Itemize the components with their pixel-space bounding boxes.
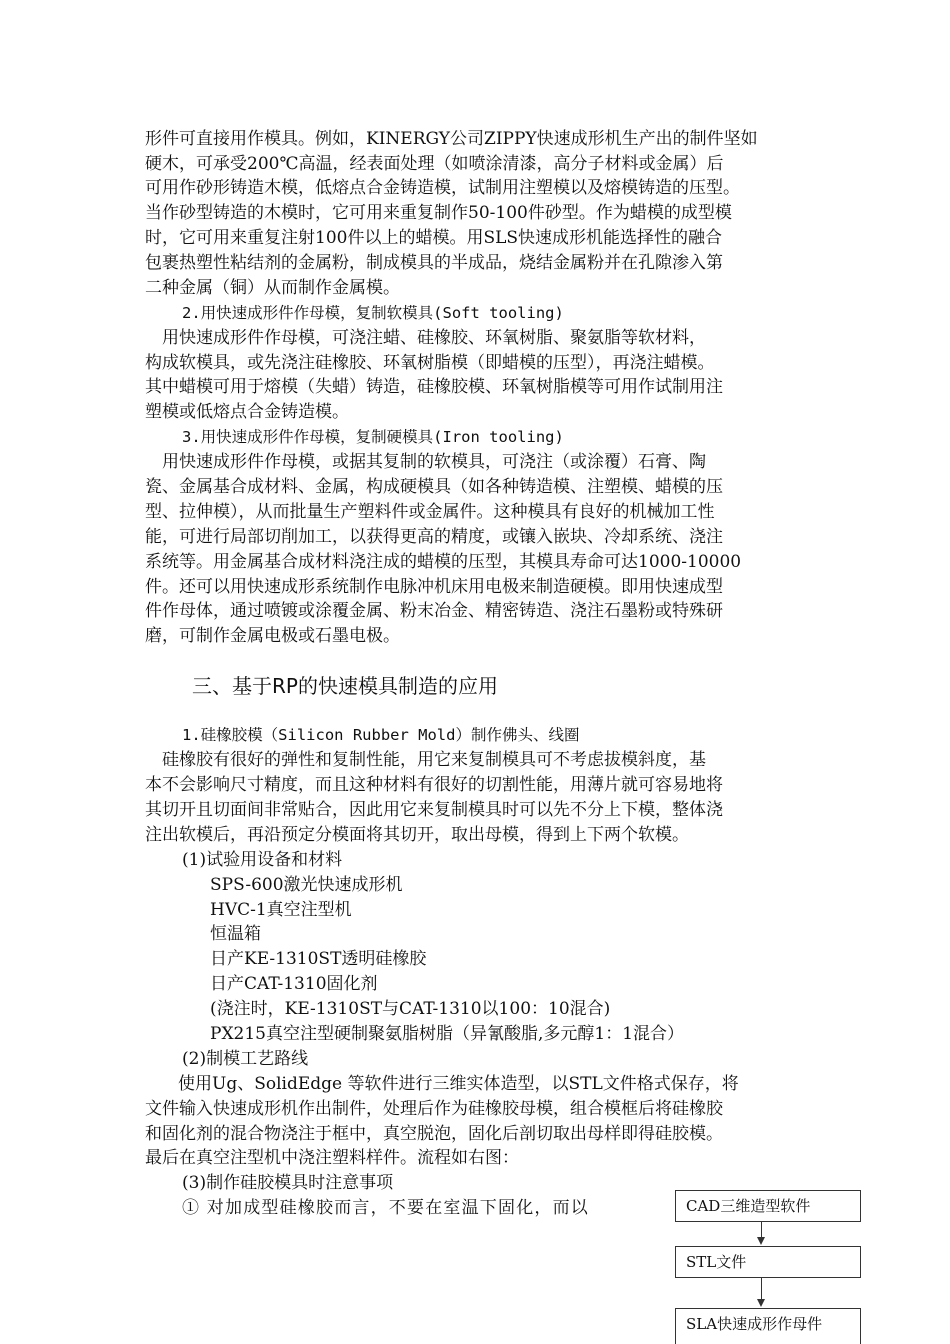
flowchart-connector xyxy=(761,1278,762,1300)
paragraph-line: 构成软模具，或先浇注硅橡胶、环氧树脂模（即蜡模的压型），再浇注蜡模。 xyxy=(145,353,715,373)
paragraph-line: 形件可直接用作模具。例如，KINERGY公司ZIPPY快速成形机生产出的制件坚如 xyxy=(145,129,758,149)
paragraph-line: 时，它可用来重复注射100件以上的蜡模。用SLS快速成形机能选择性的融合 xyxy=(145,228,723,248)
paragraph-line: 塑模或低熔点合金铸造模。 xyxy=(145,402,349,422)
arrow-down-icon xyxy=(757,1299,765,1307)
paragraph-line: 可用作砂形铸造木模，低熔点合金铸造模，试制用注塑模以及熔模铸造的压型。 xyxy=(145,178,740,198)
flowchart-step-sla: SLA快速成形作母件 xyxy=(675,1308,861,1344)
paragraph-line: 当作砂型铸造的木模时，它可用来重复制作50-100件砂型。作为蜡模的成型模 xyxy=(145,203,732,223)
paragraph-line: 系统等。用金属基合成材料浇注成的蜡模的压型，其模具寿命可达1000-10000 xyxy=(145,552,742,572)
paragraph-line: 文件输入快速成形机作出制件，处理后作为硅橡胶母模，组合模框后将硅橡胶 xyxy=(145,1099,723,1119)
paragraph-line: 硅橡胶有很好的弹性和复制性能，用它来复制模具可不考虑拔模斜度，基 xyxy=(145,750,706,770)
paragraph-line: 瓷、金属基合成材料、金属，构成硬模具（如各种铸造模、注塑模、蜡模的压 xyxy=(145,477,723,497)
paragraph-line: 型、拉伸模），从而批量生产塑料件或金属件。这种模具有良好的机械加工性 xyxy=(145,502,715,522)
paragraph-line: 其中蜡模可用于熔模（失蜡）铸造，硅橡胶模、环氧树脂模等可用作试制用注 xyxy=(145,377,723,397)
material-item: (浇注时，KE-1310ST与CAT-1310以100：10混合) xyxy=(210,999,611,1019)
note-item: ① 对加成型硅橡胶而言，不要在室温下固化，而以 xyxy=(182,1198,590,1218)
paragraph-line: 最后在真空注型机中浇注塑料样件。流程如右图： xyxy=(145,1148,519,1168)
list-heading-precautions: (3)制作硅胶模具时注意事项 xyxy=(182,1173,394,1193)
material-item: 日产KE-1310ST透明硅橡胶 xyxy=(210,949,427,969)
paragraph-line: 硬木，可承受200℃高温，经表面处理（如喷涂清漆，高分子材料或金属）后 xyxy=(145,154,724,174)
paragraph-line: 能，可进行局部切削加工，以获得更高的精度，或镶入嵌块、冷却系统、浇注 xyxy=(145,527,723,547)
flowchart-step-stl: STL文件 xyxy=(675,1246,861,1278)
list-heading-process-route: (2)制模工艺路线 xyxy=(182,1049,309,1069)
paragraph-line: 和固化剂的混合物浇注于框中，真空脱泡，固化后剖切取出母样即得硅胶模。 xyxy=(145,1124,723,1144)
list-heading-equipment: (1)试验用设备和材料 xyxy=(182,850,343,870)
paragraph-line: 包裹热塑性粘结剂的金属粉，制成模具的半成品，烧结金属粉并在孔隙渗入第 xyxy=(145,253,723,273)
material-item: PX215真空注型硬制聚氨脂树脂（异氰酸脂,多元醇1：1混合） xyxy=(210,1024,685,1044)
paragraph-line: 用快速成形件作母模，或据其复制的软模具，可浇注（或涂覆）石膏、陶 xyxy=(145,452,706,472)
paragraph-line: 其切开且切面间非常贴合，因此用它来复制模具时可以先不分上下模，整体浇 xyxy=(145,800,723,820)
subheading-soft-tooling: 2.用快速成形件作母模，复制软模具(Soft tooling) xyxy=(182,304,564,322)
subheading-silicon-rubber-mold: 1.硅橡胶模（Silicon Rubber Mold）制作佛头、线圈 xyxy=(182,726,580,744)
paragraph-line: 注出软模后，再沿预定分模面将其切开，取出母模，得到上下两个软模。 xyxy=(145,825,689,845)
material-item: HVC-1真空注型机 xyxy=(210,900,352,920)
paragraph-line: 本不会影响尺寸精度，而且这种材料有很好的切割性能，用薄片就可容易地将 xyxy=(145,775,723,795)
paragraph-line: 使用Ug、SolidEdge 等软件进行三维实体造型，以STL文件格式保存，将 xyxy=(178,1074,739,1094)
material-item: 恒温箱 xyxy=(210,924,261,944)
arrow-down-icon xyxy=(757,1237,765,1245)
material-item: 日产CAT-1310固化剂 xyxy=(210,974,378,994)
section-heading: 三、基于RP的快速模具制造的应用 xyxy=(192,674,498,698)
paragraph-line: 用快速成形件作母模，可浇注蜡、硅橡胶、环氧树脂、聚氨脂等软材料， xyxy=(145,328,706,348)
paragraph-line: 件。还可以用快速成形系统制作电脉冲机床用电极来制造硬模。即用快速成型 xyxy=(145,577,723,597)
paragraph-line: 磨，可制作金属电极或石墨电极。 xyxy=(145,626,400,646)
material-item: SPS-600激光快速成形机 xyxy=(210,875,403,895)
flowchart-connector xyxy=(761,1222,762,1238)
paragraph-line: 二种金属（铜）从而制作金属模。 xyxy=(145,278,400,298)
paragraph-line: 件作母体，通过喷镀或涂覆金属、粉末冶金、精密铸造、浇注石墨粉或特殊研 xyxy=(145,601,723,621)
subheading-iron-tooling: 3.用快速成形件作母模，复制硬模具(Iron tooling) xyxy=(182,428,564,446)
flowchart-step-cad: CAD三维造型软件 xyxy=(675,1190,861,1222)
